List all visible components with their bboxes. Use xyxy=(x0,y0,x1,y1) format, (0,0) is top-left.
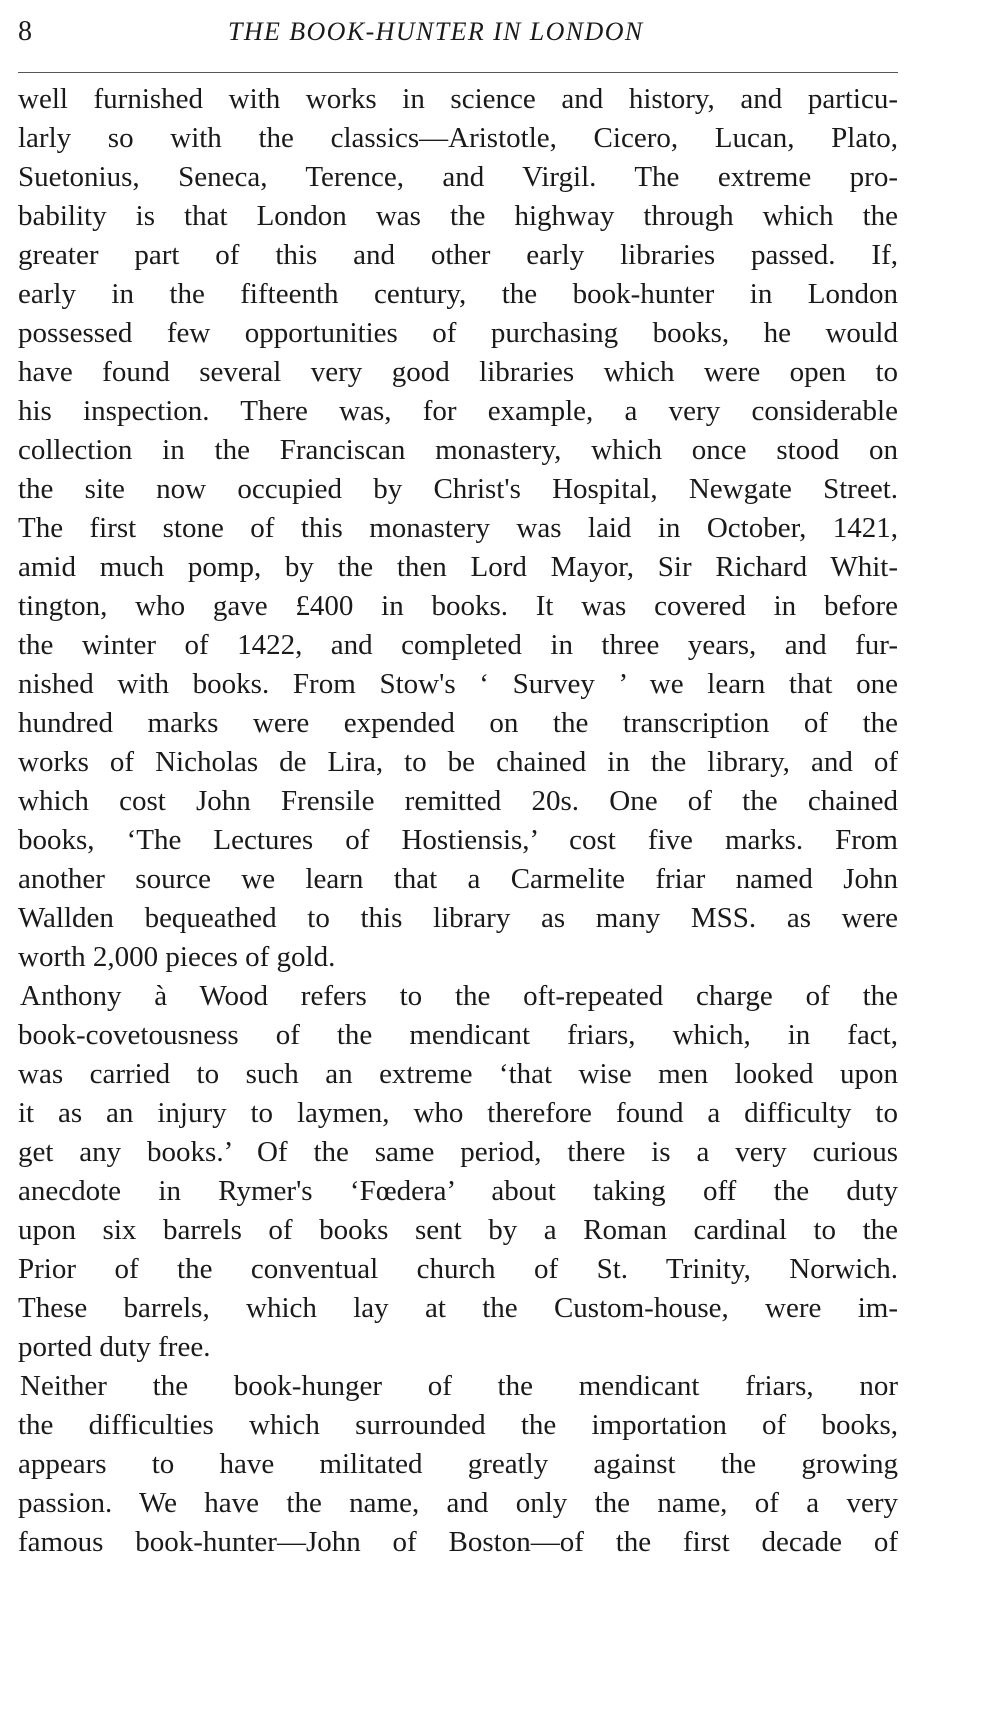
header-rule xyxy=(18,72,898,73)
paragraph-start-line: Anthony à Wood refers to the oft-repeated charge of the xyxy=(20,980,898,1012)
text-line: his inspection. There was, for example, a very considerable xyxy=(18,395,898,427)
text-line: anecdote in Rymer's ‘Fœdera’ about taking off the duty xyxy=(18,1175,898,1207)
running-head xyxy=(18,12,898,52)
text-line: book-covetousness of the mendicant friars, which, in fact, xyxy=(18,1019,898,1051)
text-line: bability is that London was the highway through which the xyxy=(18,200,898,232)
text-line: get any books.’ Of the same period, there is a very curious xyxy=(18,1136,898,1168)
paragraph-start-line: Neither the book-hunger of the mendicant friars, nor xyxy=(20,1370,898,1402)
text-line: books, ‘The Lectures of Hostiensis,’ cost five marks. From xyxy=(18,824,898,856)
text-line: greater part of this and other early libraries passed. If, xyxy=(18,239,898,271)
text-line: The first stone of this monastery was laid in October, 1421, xyxy=(18,512,898,544)
running-title: THE BOOK-HUNTER IN LONDON xyxy=(228,17,644,46)
text-line: Wallden bequeathed to this library as many MSS. as were xyxy=(18,902,898,934)
text-line: upon six barrels of books sent by a Roman cardinal to the xyxy=(18,1214,898,1246)
text-line: These barrels, which lay at the Custom-house, were im- xyxy=(18,1292,898,1324)
paragraph-end-line: worth 2,000 pieces of gold. xyxy=(18,941,336,973)
text-line: the winter of 1422, and completed in three years, and fur- xyxy=(18,629,898,661)
text-line: hundred marks were expended on the transcription of the xyxy=(18,707,898,739)
text-line: early in the fifteenth century, the book-hunter in London xyxy=(18,278,898,310)
text-line: well furnished with works in science and history, and particu- xyxy=(18,83,898,115)
text-line: possessed few opportunities of purchasing books, he would xyxy=(18,317,898,349)
text-line: collection in the Franciscan monastery, which once stood on xyxy=(18,434,898,466)
text-line: another source we learn that a Carmelite friar named John xyxy=(18,863,898,895)
text-line: larly so with the classics—Aristotle, Cicero, Lucan, Plato, xyxy=(18,122,898,154)
text-line: Suetonius, Seneca, Terence, and Virgil. The extreme pro- xyxy=(18,161,898,193)
paragraph-end-line: ported duty free. xyxy=(18,1331,211,1363)
text-line: amid much pomp, by the then Lord Mayor, Sir Richard Whit- xyxy=(18,551,898,583)
text-line: nished with books. From Stow's ‘ Survey ’ we learn that one xyxy=(18,668,898,700)
text-line: works of Nicholas de Lira, to be chained in the library, and of xyxy=(18,746,898,778)
text-line: the site now occupied by Christ's Hospital, Newgate Street. xyxy=(18,473,898,505)
text-line: have found several very good libraries which were open to xyxy=(18,356,898,388)
text-line: which cost John Frensile remitted 20s. One of the chained xyxy=(18,785,898,817)
text-line: was carried to such an extreme ‘that wise men looked upon xyxy=(18,1058,898,1090)
page-number: 8 xyxy=(18,16,32,47)
text-line: appears to have militated greatly against the growing xyxy=(18,1448,898,1480)
text-line: passion. We have the name, and only the name, of a very xyxy=(18,1487,898,1519)
text-line: it as an injury to laymen, who therefore found a difficulty to xyxy=(18,1097,898,1129)
text-line: the difficulties which surrounded the importation of books, xyxy=(18,1409,898,1441)
body-text xyxy=(18,80,898,1562)
text-line: famous book-hunter—John of Boston—of the first decade of xyxy=(18,1526,898,1558)
text-line: Prior of the conventual church of St. Trinity, Norwich. xyxy=(18,1253,898,1285)
text-line: tington, who gave £400 in books. It was covered in before xyxy=(18,590,898,622)
